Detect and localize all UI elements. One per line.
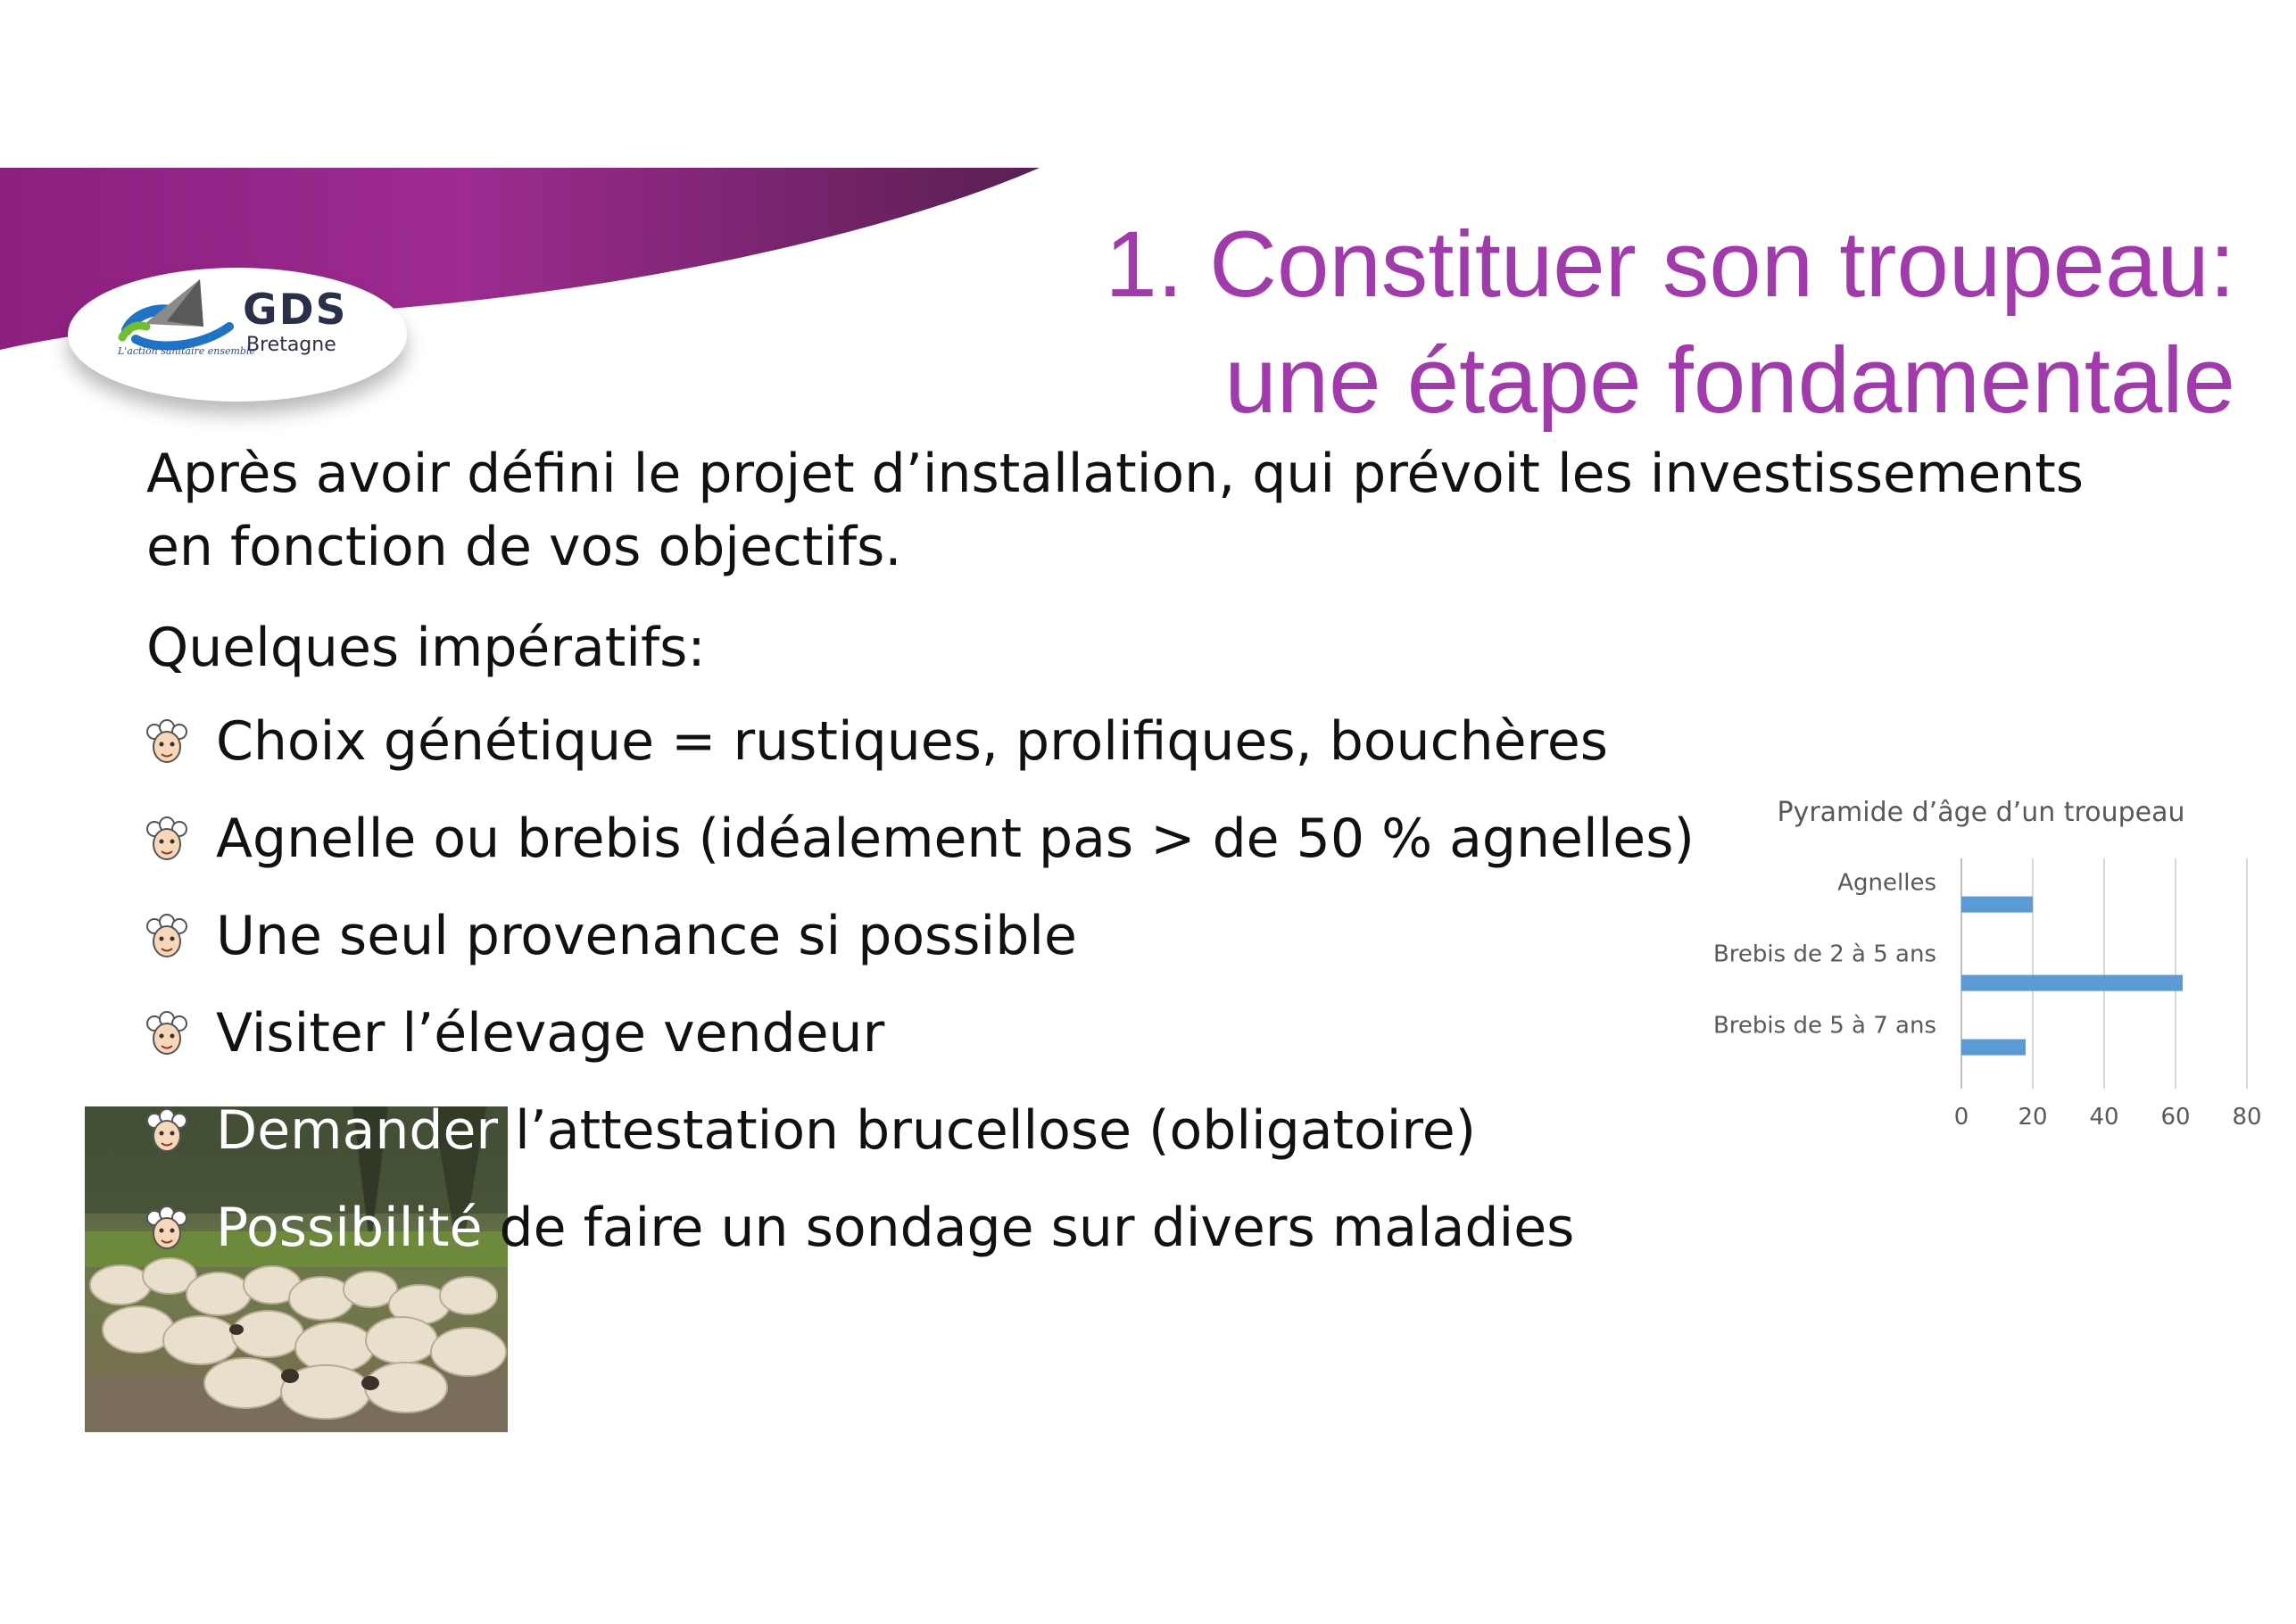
logo-tagline: L'action sanitaire ensemble — [118, 345, 256, 357]
list-item-text: Agnelle ou brebis (idéalement pas > de 50 % agnelles) — [216, 808, 1695, 870]
list-item — [143, 1094, 1695, 1191]
list-item-text-overlap: Possibilité — [216, 1197, 483, 1259]
sheep-face-icon — [143, 1206, 191, 1254]
sheep-face-icon — [143, 816, 191, 865]
list-item — [143, 705, 1695, 802]
chart-category-label: Brebis de 2 à 5 ans — [1712, 940, 1936, 968]
chart-tick-label: 0 — [1953, 1104, 1969, 1131]
requirements-list — [143, 705, 1695, 1288]
list-item-text: Une seul provenance si possible — [216, 905, 1077, 967]
logo-region: Bretagne — [246, 334, 336, 356]
sheep-face-icon — [143, 719, 191, 767]
intro-paragraph — [146, 437, 2154, 584]
chart-category-label: Agnelles — [1837, 869, 1936, 897]
list-item — [143, 802, 1695, 899]
list-item-text — [216, 1197, 1574, 1259]
list-item-text-overlap: Demander — [216, 1099, 499, 1162]
age-pyramid-chart — [1678, 785, 2267, 1160]
chart-tick-label: 20 — [2018, 1104, 2048, 1131]
chart-bar — [1961, 1040, 2026, 1056]
title-line-1: 1. Constituer son troupeau: — [1105, 212, 2235, 317]
chart-title: Pyramide d’âge d’un troupeau — [1777, 797, 2185, 828]
list-item — [143, 899, 1695, 997]
chart-bar — [1961, 897, 2033, 913]
chart-tick-label: 80 — [2232, 1104, 2262, 1131]
subheading: Quelques impératifs: — [146, 617, 706, 679]
list-item-text: Choix génétique = rustiques, prolifiques, bouchères — [216, 710, 1609, 773]
list-item — [143, 997, 1695, 1094]
intro-line-2: en fonction de vos objectifs. — [146, 516, 902, 578]
logo-name: GDS — [243, 286, 348, 335]
sheep-face-icon — [143, 914, 191, 962]
list-item — [143, 1191, 1695, 1288]
list-item-text: Visiter l’élevage vendeur — [216, 1002, 885, 1065]
list-item-text — [216, 1099, 1476, 1162]
list-item-text-rest: l’attestation brucellose (obligatoire) — [498, 1099, 1477, 1162]
intro-line-1: Après avoir défini le projet d’installation, qui prévoit les investissements — [146, 443, 2085, 505]
sheep-face-icon — [143, 1108, 191, 1156]
sheep-face-icon — [143, 1011, 191, 1059]
slide-title — [808, 207, 2235, 439]
title-line-2: une étape fondamentale — [1224, 328, 2235, 433]
list-item-text-rest: de faire un sondage sur divers maladies — [482, 1197, 1575, 1259]
chart-tick-label: 60 — [2160, 1104, 2191, 1131]
chart-canvas — [1678, 785, 2267, 1160]
chart-tick-label: 40 — [2089, 1104, 2119, 1131]
chart-category-label: Brebis de 5 à 7 ans — [1712, 1012, 1936, 1040]
chart-bar — [1961, 975, 2183, 991]
